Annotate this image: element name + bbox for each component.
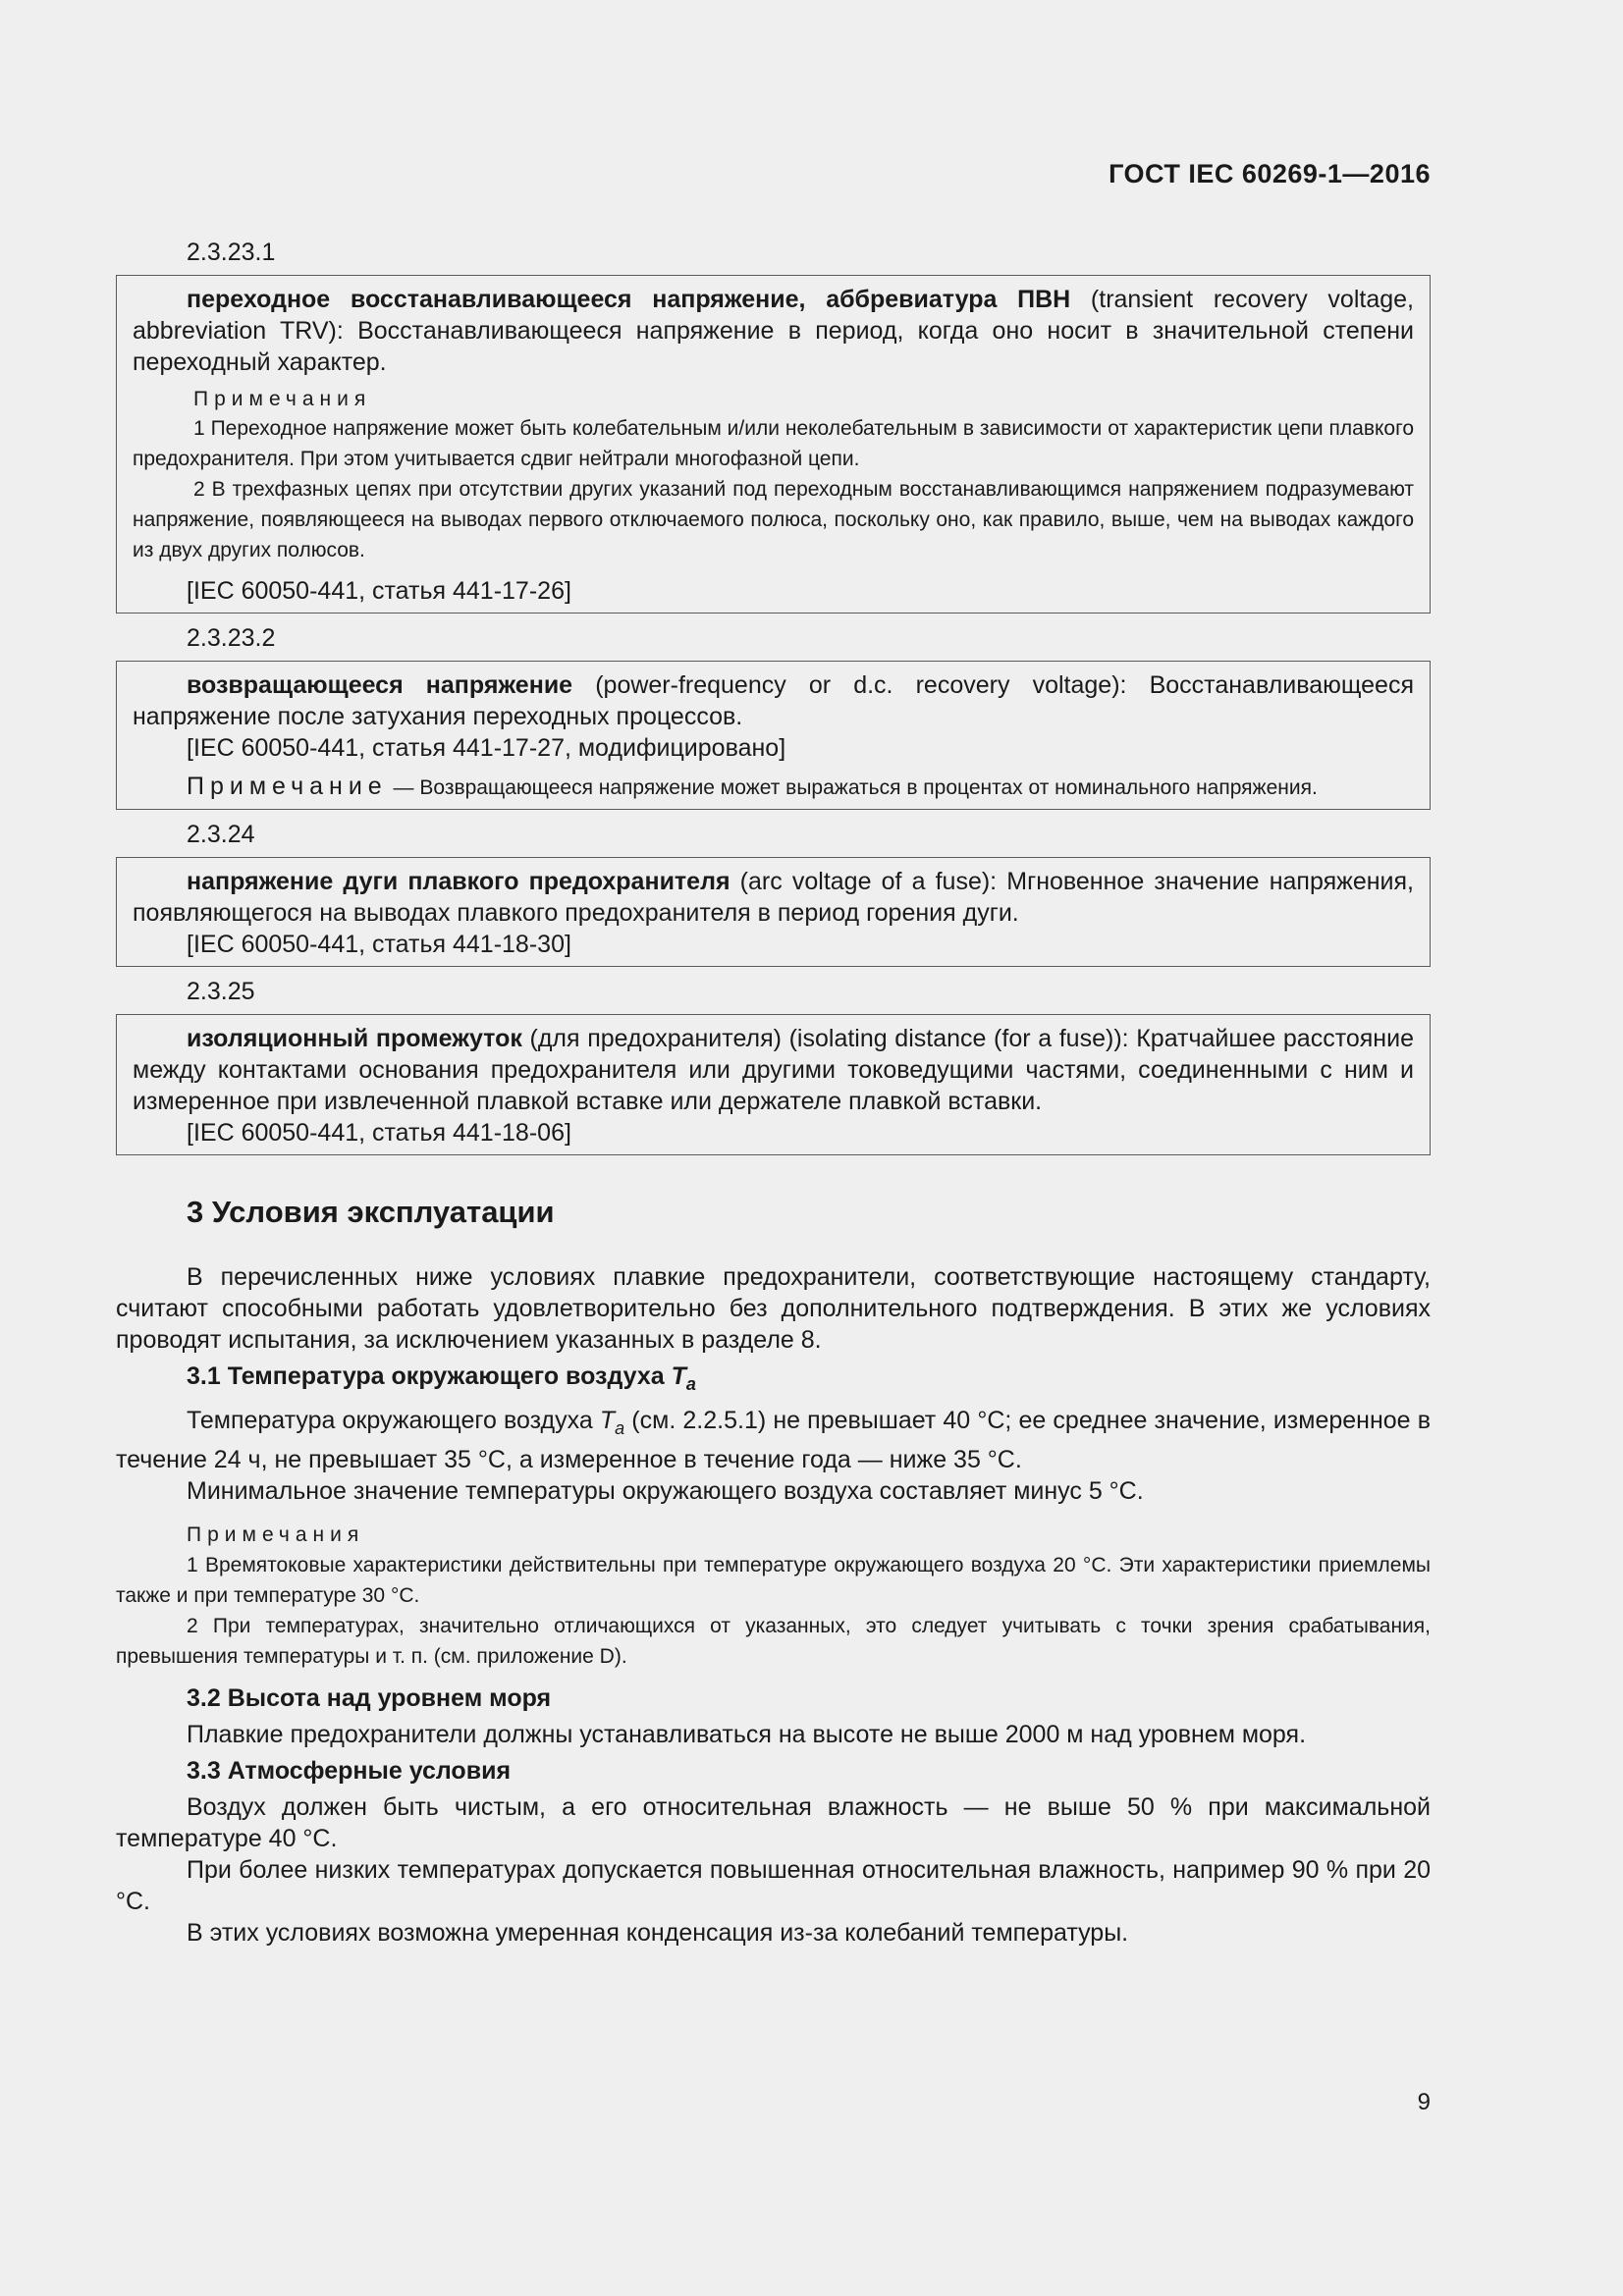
subsection-title-3-3: 3.3 Атмосферные условия	[187, 1757, 512, 1785]
term-definition	[133, 284, 1414, 378]
paragraph: Плавкие предохранители должны устанавливаться на высоте не выше 2000 м над уровнем моря.	[187, 1721, 1307, 1748]
term-text: (transient recovery voltage, abbreviation TRV): Восстанавливающееся напряжение в период, когда оно носит в значительной степени переходный характер.	[133, 286, 1414, 376]
document-header: ГОСТ IEC 60269-1—2016	[1109, 159, 1431, 188]
term-text: (arc voltage of a fuse): Мгновенное значение напряжения, появляющегося на выводах плавкого предохранителя в период горения дуги.	[133, 868, 1414, 927]
page-number: 9	[1417, 2089, 1431, 2115]
term-definition	[133, 1023, 1414, 1117]
term-name: переходное восстанавливающееся напряжение, аббревиатура ПВН	[187, 286, 1071, 313]
section-title: 3 Условия эксплуатации	[187, 1195, 555, 1229]
term-definition	[133, 669, 1414, 732]
term-reference: [IEC 60050-441, статья 441-18-06]	[187, 1119, 571, 1147]
term-definition	[133, 866, 1414, 929]
temp-var: T	[671, 1362, 686, 1390]
notes-heading: Примечания	[187, 1523, 365, 1546]
temp-var: T	[599, 1407, 616, 1434]
note-item: 1 Времятоковые характеристики действительны при температуре окружающего воздуха 20 °С. Эти характеристики приемлемы также и при температуре 30 °С.	[116, 1554, 1431, 1607]
page-content	[116, 232, 1431, 1949]
temp-var-sub: a	[615, 1418, 625, 1438]
paragraph: Минимальное значение температуры окружающего воздуха составляет минус 5 °С.	[187, 1477, 1144, 1505]
term-box	[116, 1014, 1431, 1155]
paragraph-text: Температура окружающего воздуха	[187, 1407, 600, 1434]
term-number: 2.3.23.2	[187, 624, 276, 652]
paragraph: При более низких температурах допускается повышенная относительная влажность, например 90 % при 20 °С.	[116, 1856, 1431, 1915]
note-item: 2 В трехфазных цепях при отсутствии других указаний под переходным восстанавливающимся напряжением подразумевают напряжение, появляющееся на выводах первого отключаемого полюса, поскольку оно, как правило, выше, чем на выводах каждого из двух других полюсов.	[133, 478, 1414, 561]
notes-heading: Примечания	[193, 388, 372, 410]
subsection-title-3-1	[116, 1360, 1431, 1401]
note-text: — Возвращающееся напряжение может выражаться в процентах от номинального напряжения.	[387, 776, 1318, 799]
paragraph: В этих условиях возможна умеренная конденсация из-за колебаний температуры.	[187, 1919, 1129, 1947]
term-box	[116, 275, 1431, 614]
term-reference: [IEC 60050-441, статья 441-17-27, модифицировано]	[187, 734, 786, 762]
term-box	[116, 857, 1431, 967]
term-reference: [IEC 60050-441, статья 441-17-26]	[187, 577, 571, 605]
term-number: 2.3.23.1	[187, 239, 276, 266]
term-name: возвращающееся напряжение	[187, 671, 573, 699]
term-text: (для предохранителя) (isolating distance (for a fuse)): Кратчайшее расстояние между контактами основания предохранителя или другими токоведущими частями, соединенными с ним и измеренное при извлеченной плавкой вставке или держателе плавкой вставки.	[133, 1025, 1414, 1115]
note-label: Примечание	[187, 773, 388, 800]
temp-var-sub: a	[685, 1374, 696, 1394]
term-name: изоляционный промежуток	[187, 1025, 522, 1052]
term-number: 2.3.24	[187, 821, 255, 848]
term-note	[133, 772, 1414, 803]
term-reference: [IEC 60050-441, статья 441-18-30]	[187, 931, 571, 958]
subsection-title-3-2: 3.2 Высота над уровнем моря	[187, 1684, 552, 1712]
term-text: (power-frequency or d.c. recovery voltage): Восстанавливающееся напряжение после затухания переходных процессов.	[133, 671, 1414, 730]
paragraph: Воздух должен быть чистым, а его относительная влажность — не выше 50 % при максимальной температуре 40 °С.	[116, 1793, 1431, 1852]
section-intro: В перечисленных ниже условиях плавкие предохранители, соответствующие настоящему стандарту, считают способными работать удовлетворительно без дополнительного подтверждения. В этих же условиях проводят испытания, за исключением указанных в разделе 8.	[116, 1263, 1431, 1354]
term-number: 2.3.25	[187, 978, 255, 1005]
paragraph-text: (см. 2.2.5.1) не превышает 40 °С; ее среднее значение, измеренное в течение 24 ч, не превышает 35 °С, а измеренное в течение года — ниже 35 °С.	[116, 1407, 1431, 1473]
note-item: 2 При температурах, значительно отличающихся от указанных, это следует учитывать с точки зрения срабатывания, превышения температуры и т. п. (см. приложение D).	[116, 1615, 1431, 1668]
paragraph	[116, 1405, 1431, 1475]
subsection-title-text: 3.1 Температура окружающего воздуха	[187, 1362, 672, 1390]
note-item: 1 Переходное напряжение может быть колебательным и/или неколебательным в зависимости от характеристик цепи плавкого предохранителя. При этом учитывается сдвиг нейтрали многофазной цепи.	[133, 417, 1414, 470]
term-box	[116, 661, 1431, 810]
term-name: напряжение дуги плавкого предохранителя	[187, 868, 730, 895]
